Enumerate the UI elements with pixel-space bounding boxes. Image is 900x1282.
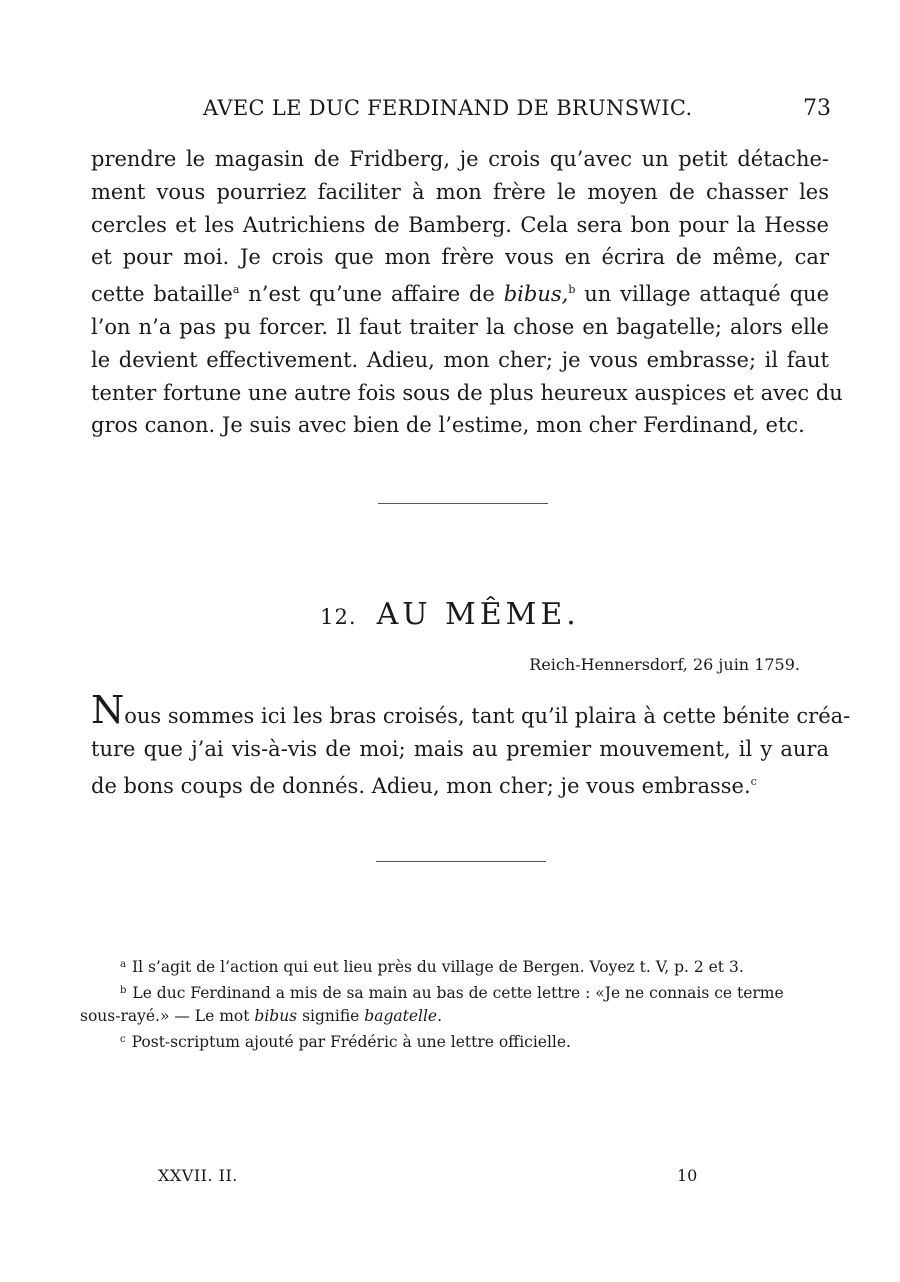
footnote-text: Il s’agit de l’action qui eut lieu près du village de Bergen. Voyez t. V, p. 2 et 3.: [131, 958, 744, 976]
footnote-mark: b: [120, 985, 127, 996]
letter-12-body: [91, 688, 851, 802]
text-run: un village attaqué que: [575, 282, 829, 307]
text-line: [91, 766, 829, 803]
text-line: prendre le magasin de Fridberg, je crois qu’avec un petit détache-: [91, 147, 829, 171]
footnote-mark: a: [120, 959, 126, 970]
footnote-a: [80, 953, 828, 979]
footnote-text: Post-scriptum ajouté par Frédéric à une lettre officielle.: [131, 1033, 571, 1051]
text-line: cercles et les Autrichiens de Bamberg. Cela sera bon pour la Hesse: [91, 212, 829, 237]
sheet-folio: 10: [677, 1166, 698, 1185]
text-line: tenter fortune une autre fois sous de plus heureux auspices et avec du: [91, 380, 843, 405]
text-run: ous sommes ici les bras croisés, tant qu’il plaira à cette bénite créa-: [124, 704, 851, 728]
text-line: [91, 688, 851, 733]
running-title: AVEC LE DUC FERDINAND DE BRUNSWIC.: [203, 96, 693, 120]
footnote-text: Le duc Ferdinand a mis de sa main au bas de cette lettre : «Je ne connais ce terme sous-rayé.» — Le mot: [80, 984, 784, 1025]
text-line: [91, 274, 829, 311]
text-line: le devient effectivement. Adieu, mon cher; je vous embrasse; il faut: [91, 347, 829, 372]
footnote-c: [80, 1028, 828, 1054]
footnotes: [80, 953, 828, 1054]
text-run: cette bataille: [91, 282, 233, 307]
text-line: l’on n’a pas pu forcer. Il faut traiter la chose en bagatelle; alors elle: [91, 314, 829, 339]
footnote-b: [80, 979, 828, 1028]
footnote-ref-c: c: [750, 774, 757, 788]
volume-signature: XXVII. II.: [158, 1166, 238, 1185]
letter-heading: AU MÊME.: [376, 597, 580, 632]
italic-word: bibus,: [503, 282, 569, 307]
text-run: de bons coups de donnés. Adieu, mon cher; je vous embrasse.: [91, 773, 751, 798]
footnote-mark: c: [120, 1034, 126, 1045]
text-line: et pour moi. Je crois que mon frère vous en écrira de même, car: [91, 245, 829, 270]
footnote-text: signifie: [297, 1007, 365, 1025]
footnote-ref-a: a: [232, 283, 240, 297]
section-divider: [376, 861, 546, 862]
letter-title: [0, 597, 900, 632]
italic-word: bagatelle.: [364, 1007, 443, 1025]
italic-word: bibus: [254, 1007, 298, 1025]
letter-11-tail: [91, 143, 843, 442]
text-line: gros canon. Je suis avec bien de l’estime, mon cher Ferdinand, etc.: [91, 413, 805, 438]
text-run: n’est qu’une affaire de: [239, 282, 504, 307]
text-line: ture que j’ai vis-à-vis de moi; mais au premier mouvement, il y aura: [91, 736, 829, 761]
text-line: ment vous pourriez faciliter à mon frère le moyen de chasser les: [91, 179, 829, 204]
drop-cap: N: [91, 688, 125, 732]
section-divider: [378, 503, 548, 504]
page-number: 73: [803, 96, 831, 121]
letter-number: 12.: [320, 605, 357, 629]
footnote-ref-b: b: [568, 283, 576, 297]
dateline: Reich-Hennersdorf, 26 juin 1759.: [529, 655, 800, 674]
